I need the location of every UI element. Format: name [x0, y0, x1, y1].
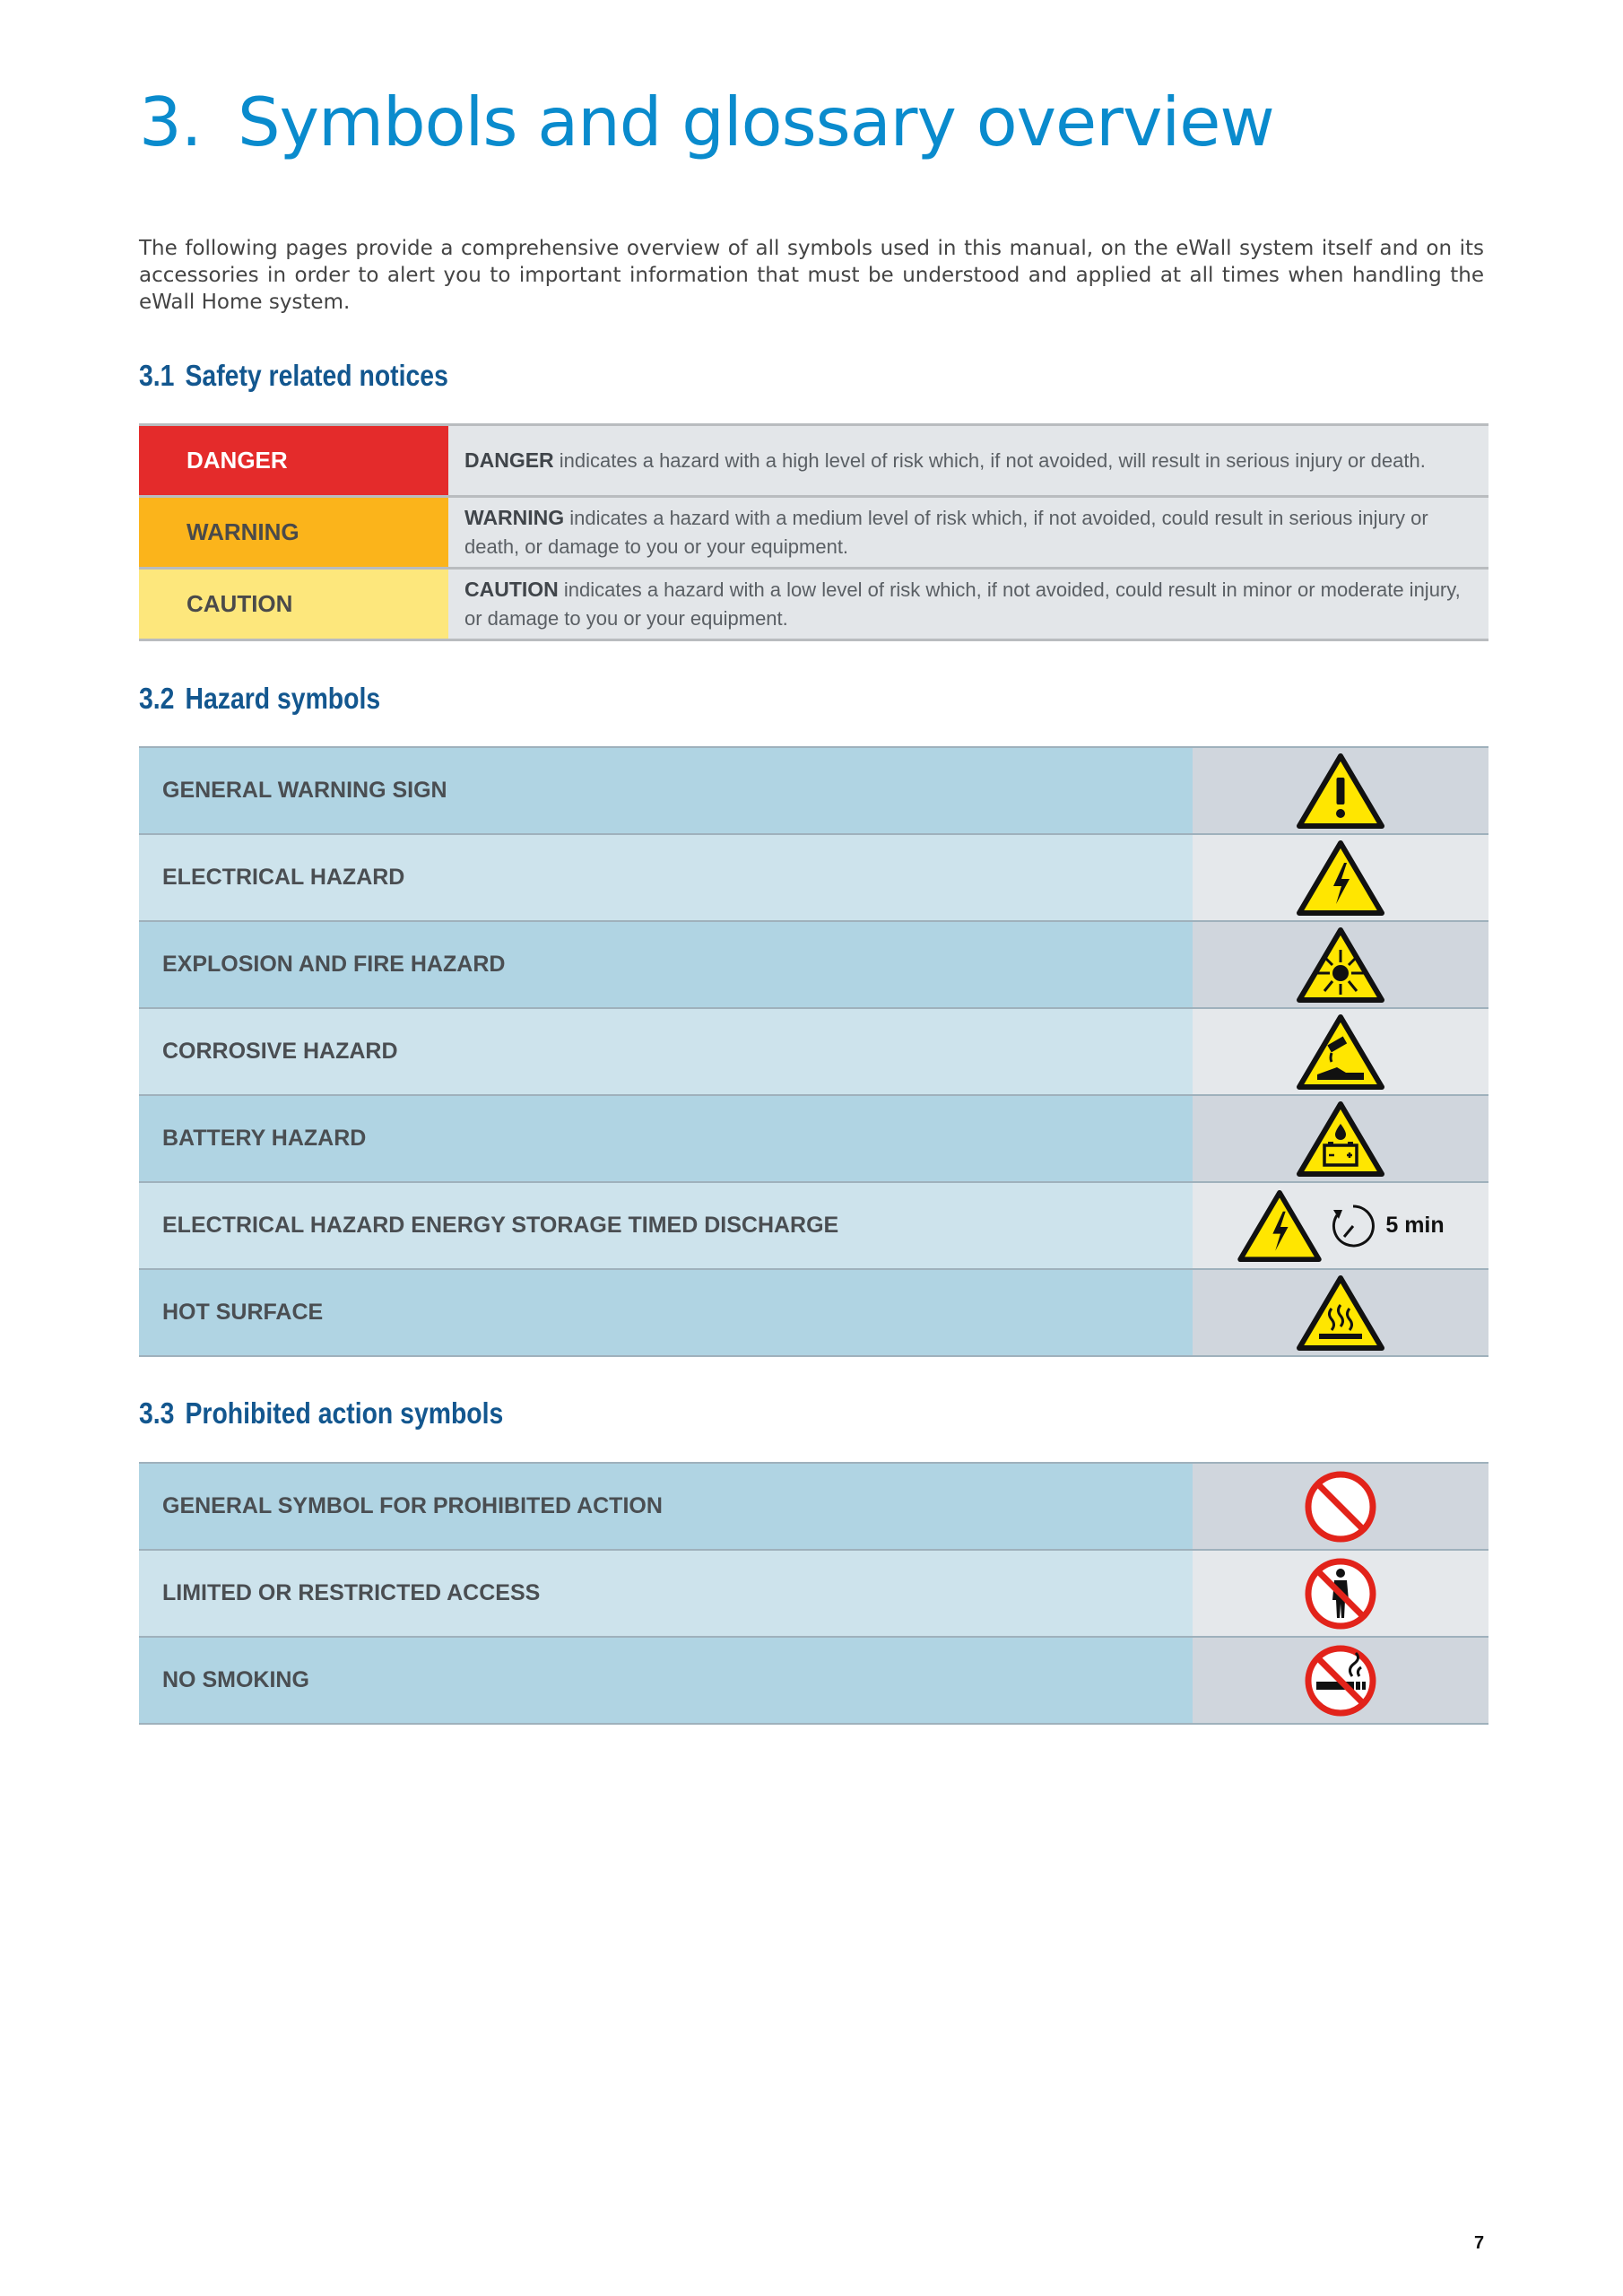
section-title: Hazard symbols — [185, 682, 381, 715]
symbol-label: HOT SURFACE — [139, 1270, 1193, 1355]
safety-row-caution — [139, 570, 1488, 641]
section-title: Safety related notices — [185, 359, 448, 392]
symbol-label: ELECTRICAL HAZARD — [139, 835, 1193, 920]
symbol-icon-cell — [1193, 1183, 1488, 1268]
description-text — [464, 575, 1476, 633]
description-cell — [448, 426, 1488, 495]
safety-row-warning — [139, 498, 1488, 570]
symbol-label: ELECTRICAL HAZARD ENERGY STORAGE TIMED DISCHARGE — [139, 1183, 1193, 1268]
hazard-row — [139, 922, 1488, 1009]
timer-icon — [1328, 1201, 1378, 1251]
prohibited-icon — [1302, 1468, 1379, 1545]
section-title: Prohibited action symbols — [185, 1396, 504, 1430]
symbol-icon-cell — [1193, 1638, 1488, 1723]
symbol-icon-cell — [1193, 1009, 1488, 1094]
symbol-label: EXPLOSION AND FIRE HAZARD — [139, 922, 1193, 1007]
section-heading-safety — [139, 359, 448, 393]
description-keyword: WARNING — [464, 506, 565, 529]
explosion-hazard-icon — [1296, 926, 1385, 1004]
timed-discharge-icon — [1237, 1189, 1444, 1263]
prohibited-row — [139, 1638, 1488, 1725]
hazard-symbols-table — [139, 746, 1488, 1357]
description-keyword: DANGER — [464, 448, 554, 472]
description-body: indicates a hazard with a low level of risk which, if not avoided, could result in minor or moderate injury, or damage to you or your equipment. — [464, 578, 1461, 630]
chapter-title: Symbols and glossary overview — [238, 83, 1274, 161]
symbol-icon-cell — [1193, 1270, 1488, 1355]
hazard-row — [139, 1009, 1488, 1096]
prohibited-row — [139, 1462, 1488, 1551]
electrical-hazard-icon — [1296, 839, 1385, 917]
hazard-row — [139, 1270, 1488, 1357]
level-cell: DANGER — [139, 426, 448, 495]
safety-row-danger — [139, 426, 1488, 498]
symbol-label: LIMITED OR RESTRICTED ACCESS — [139, 1551, 1193, 1636]
electrical-hazard-icon — [1237, 1189, 1323, 1263]
description-keyword: CAUTION — [464, 578, 559, 601]
timer-duration: 5 min — [1385, 1213, 1445, 1238]
intro-paragraph: The following pages provide a comprehensive overview of all symbols used in this manual, on the eWall system itself and on its accessories in order to alert you to important information that must be understood and applied at all times when handling the eWall Home system. — [139, 237, 1484, 314]
description-text — [464, 503, 1476, 561]
description-cell — [448, 570, 1488, 639]
symbol-icon-cell — [1193, 1464, 1488, 1549]
symbol-label: CORROSIVE HAZARD — [139, 1009, 1193, 1094]
restricted-access-icon — [1302, 1555, 1379, 1632]
section-number: 3.1 — [139, 359, 175, 392]
hot-surface-icon — [1296, 1274, 1385, 1352]
level-cell: CAUTION — [139, 570, 448, 639]
prohibited-symbols-table — [139, 1462, 1488, 1725]
hazard-row — [139, 746, 1488, 835]
symbol-label: BATTERY HAZARD — [139, 1096, 1193, 1181]
section-heading-prohibited — [139, 1396, 503, 1431]
symbol-icon-cell — [1193, 922, 1488, 1007]
description-text — [464, 446, 1426, 475]
page-title — [139, 83, 1274, 161]
description-cell — [448, 498, 1488, 567]
symbol-icon-cell — [1193, 835, 1488, 920]
prohibited-row — [139, 1551, 1488, 1638]
hazard-row — [139, 835, 1488, 922]
description-body: indicates a hazard with a high level of risk which, if not avoided, will result in serious injury or death. — [553, 449, 1426, 472]
hazard-row — [139, 1183, 1488, 1270]
page-number: 7 — [1474, 2233, 1485, 2253]
hazard-row — [139, 1096, 1488, 1183]
general-warning-icon — [1296, 752, 1385, 830]
section-heading-hazard — [139, 682, 380, 716]
safety-notices-table — [139, 423, 1488, 641]
description-body: indicates a hazard with a medium level of risk which, if not avoided, could result in serious injury or death, or damage to you or your equipment. — [464, 507, 1428, 558]
chapter-number: 3. — [139, 83, 202, 161]
section-number: 3.2 — [139, 682, 175, 715]
symbol-label: GENERAL SYMBOL FOR PROHIBITED ACTION — [139, 1464, 1193, 1549]
symbol-icon-cell — [1193, 748, 1488, 833]
symbol-icon-cell — [1193, 1096, 1488, 1181]
battery-hazard-icon — [1296, 1100, 1385, 1178]
level-cell: WARNING — [139, 498, 448, 567]
corrosive-hazard-icon — [1296, 1013, 1385, 1091]
symbol-icon-cell — [1193, 1551, 1488, 1636]
symbol-label: GENERAL WARNING SIGN — [139, 748, 1193, 833]
section-number: 3.3 — [139, 1396, 175, 1430]
symbol-label: NO SMOKING — [139, 1638, 1193, 1723]
no-smoking-icon — [1302, 1642, 1379, 1719]
